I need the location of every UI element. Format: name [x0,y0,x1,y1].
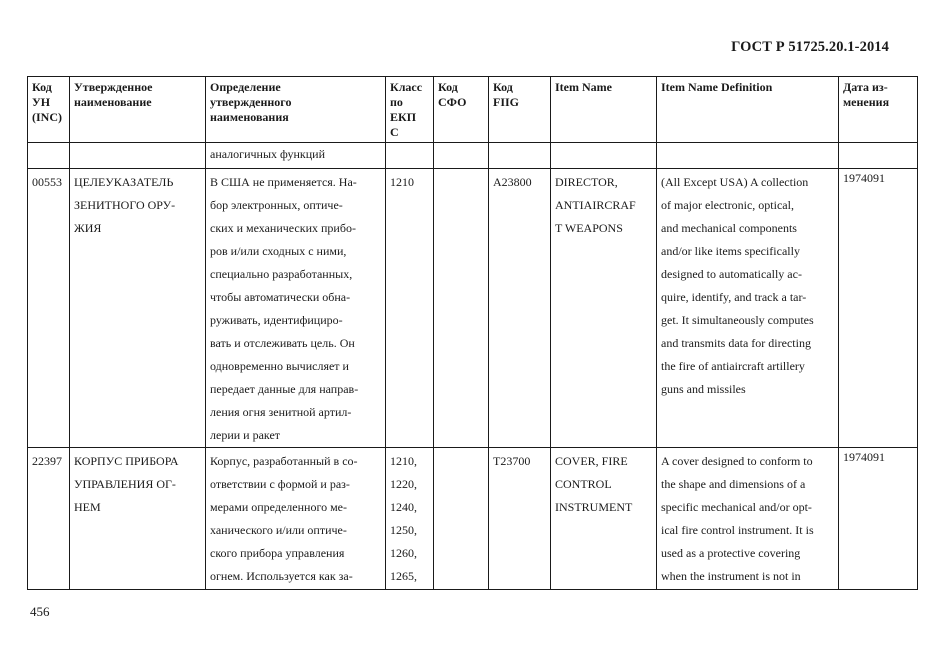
sfo-code-cell [434,448,489,590]
table-cell [70,143,206,169]
column-header-fiig-code: Код FIIG [489,77,551,143]
definition-cell: Корпус, разработанный в со- ответствии с формой и раз- мерами определенного ме- ханического и/или оптиче- ского прибора управления огнем. Используется как за- [206,448,386,590]
column-header-ekps-class: Класс по ЕКП С [386,77,434,143]
table-row [28,169,918,448]
approved-name-cell: КОРПУС ПРИБОРА УПРАВЛЕНИЯ ОГ- НЕМ [70,448,206,590]
fiig-code-cell: T23700 [489,448,551,590]
table-cell [28,143,70,169]
classification-table [27,76,918,590]
continuation-row [28,143,918,169]
inc-cell: 22397 [28,448,70,590]
item-definition-cell: A cover designed to conform to the shape and dimensions of a specific mechanical and/or opt- ical fire control instrument. It is used as a protective covering when the instrument is not in [657,448,839,590]
table-cell [657,143,839,169]
table-header-row [28,77,918,143]
item-name-cell: DIRECTOR, ANTIAIRCRAF T WEAPONS [551,169,657,448]
change-date-cell: 1974091 [839,169,918,448]
table-cell [434,143,489,169]
table-row [28,448,918,590]
column-header-approved-name: Утвержденное наименование [70,77,206,143]
definition-cell: В США не применяется. На- бор электронных, оптиче- ских и механических прибо- ров и/или сходных с ними, специально разработанных, чтобы автоматически обна- руживать, идентифициро- вать и отслеживать цель. Он одновременно вычисляет и передает данные для направ- ления огня зенитной артил- лерии и ракет [206,169,386,448]
column-header-sfo-code: Код СФО [434,77,489,143]
ekps-class-cell: 1210, 1220, 1240, 1250, 1260, 1265, [386,448,434,590]
approved-name-cell: ЦЕЛЕУКАЗАТЕЛЬ ЗЕНИТНОГО ОРУ- ЖИЯ [70,169,206,448]
table-cell [489,143,551,169]
column-header-definition: Определение утвержденного наименования [206,77,386,143]
table-cell [386,143,434,169]
inc-cell: 00553 [28,169,70,448]
table-cell: аналогичных функций [206,143,386,169]
fiig-code-cell: A23800 [489,169,551,448]
page-number: 456 [30,604,50,619]
document-header: ГОСТ Р 51725.20.1-2014 [731,39,889,55]
change-date-cell: 1974091 [839,448,918,590]
item-definition-cell: (All Except USA) A collection of major electronic, optical, and mechanical components and/or like items specifically designed to automatically ac- quire, identify, and track a tar- get. It simultaneously computes and transmits data for directing the fire of antiaircraft artillery guns and missiles [657,169,839,448]
table-cell [551,143,657,169]
sfo-code-cell [434,169,489,448]
column-header-change-date: Дата из- менения [839,77,918,143]
column-header-item-name: Item Name [551,77,657,143]
item-name-cell: COVER, FIRE CONTROL INSTRUMENT [551,448,657,590]
ekps-class-cell: 1210 [386,169,434,448]
column-header-item-name-definition: Item Name Definition [657,77,839,143]
column-header-inc: Код УН (INC) [28,77,70,143]
table-cell [839,143,918,169]
